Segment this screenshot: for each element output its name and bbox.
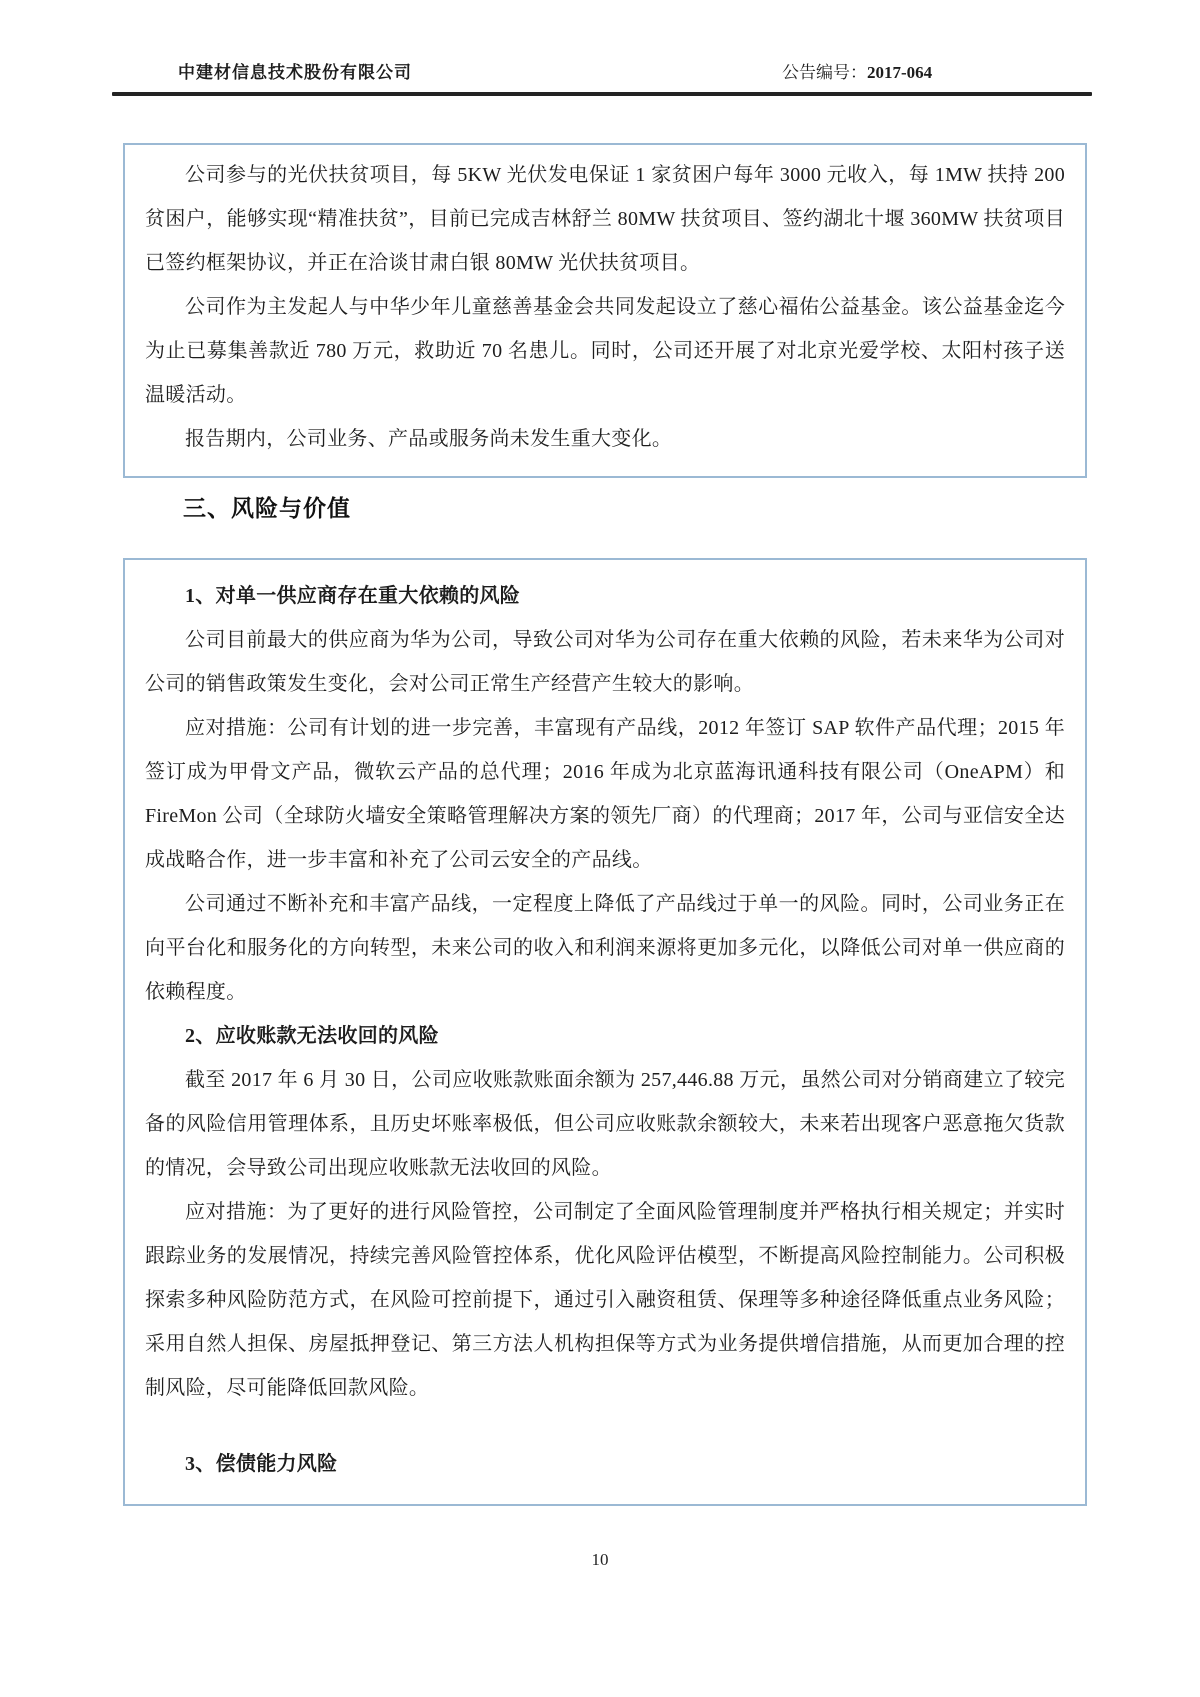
paragraph-huawei-dependence: 公司目前最大的供应商为华为公司，导致公司对华为公司存在重大依赖的风险，若未来华为公司对公司的销售政策发生变化，会对公司正常生产经营产生较大的影响。 <box>145 629 1065 695</box>
highlight-box-poverty-alleviation <box>123 143 1087 478</box>
page-footer <box>0 1550 1200 1570</box>
paragraph-product-line-diversification: 公司通过不断补充和丰富产品线，一定程度上降低了产品线过于单一的风险。同时，公司业务正在向平台化和服务化的方向转型，未来公司的收入和利润来源将更加多元化，以降低公司对单一供应商的依赖程度。 <box>145 893 1065 1003</box>
subheading-receivables-risk: 2、应收账款无法收回的风险 <box>185 1025 439 1047</box>
paragraph-pv-poverty-project: 公司参与的光伏扶贫项目，每 5KW 光伏发电保证 1 家贫困户每年 3000 元收入，每 1MW 扶持 200 贫困户，能够实现“精准扶贫”，目前已完成吉林舒兰 80MW 扶贫项目、签约湖北十堰 360MW 扶贫项目已签约框架协议，并正在洽谈甘肃白银 80MW 光伏扶贫项目。 <box>145 164 1065 274</box>
page-number: 10 <box>591 1550 609 1569</box>
announcement-number-label: 公告编号： <box>782 63 867 82</box>
highlight-box-risks <box>123 558 1087 1506</box>
announcement-number <box>782 58 932 83</box>
subheading-solvency-risk: 3、偿债能力风险 <box>185 1453 338 1475</box>
paragraph-charity-fund: 公司作为主发起人与中华少年儿童慈善基金会共同发起设立了慈心福佑公益基金。该公益基金迄今为止已募集善款近 780 万元，救助近 70 名患儿。同时，公司还开展了对北京光爱学校、太阳村孩子送温暖活动。 <box>145 296 1065 406</box>
announcement-number-value: 2017-064 <box>867 63 933 82</box>
paragraph-no-major-change: 报告期内，公司业务、产品或服务尚未发生重大变化。 <box>185 428 673 450</box>
subheading-supplier-dependence-risk: 1、对单一供应商存在重大依赖的风险 <box>185 585 521 607</box>
paragraph-receivables-balance: 截至 2017 年 6 月 30 日，公司应收账款账面余额为 257,446.88 万元，虽然公司对分销商建立了较完备的风险信用管理体系，且历史坏账率极低，但公司应收账款余额较大，未来若出现客户恶意拖欠货款的情况，会导致公司出现应收账款无法收回的风险。 <box>145 1069 1065 1179</box>
paragraph-supplier-countermeasures: 应对措施：公司有计划的进一步完善，丰富现有产品线，2012 年签订 SAP 软件产品代理；2015 年签订成为甲骨文产品，微软云产品的总代理；2016 年成为北京蓝海讯通科技有限公司（OneAPM）和 FireMon 公司（全球防火墙安全策略管理解决方案的领先厂商）的代理商；2017 年，公司与亚信安全达成战略合作，进一步丰富和补充了公司云安全的产品线。 <box>145 717 1065 871</box>
company-name: 中建材信息技术股份有限公司 <box>178 63 412 82</box>
header-divider <box>112 92 1092 96</box>
paragraph-receivables-countermeasures: 应对措施：为了更好的进行风险管控，公司制定了全面风险管理制度并严格执行相关规定；并实时跟踪业务的发展情况，持续完善风险管控体系，优化风险评估模型，不断提高风险控制能力。公司积极探索多种风险防范方式，在风险可控前提下，通过引入融资租赁、保理等多种途径降低重点业务风险；采用自然人担保、房屋抵押登记、第三方法人机构担保等方式为业务提供增信措施，从而更加合理的控制风险，尽可能降低回款风险。 <box>145 1201 1065 1399</box>
section-heading-risk-and-value: 三、风险与价值 <box>183 496 351 522</box>
